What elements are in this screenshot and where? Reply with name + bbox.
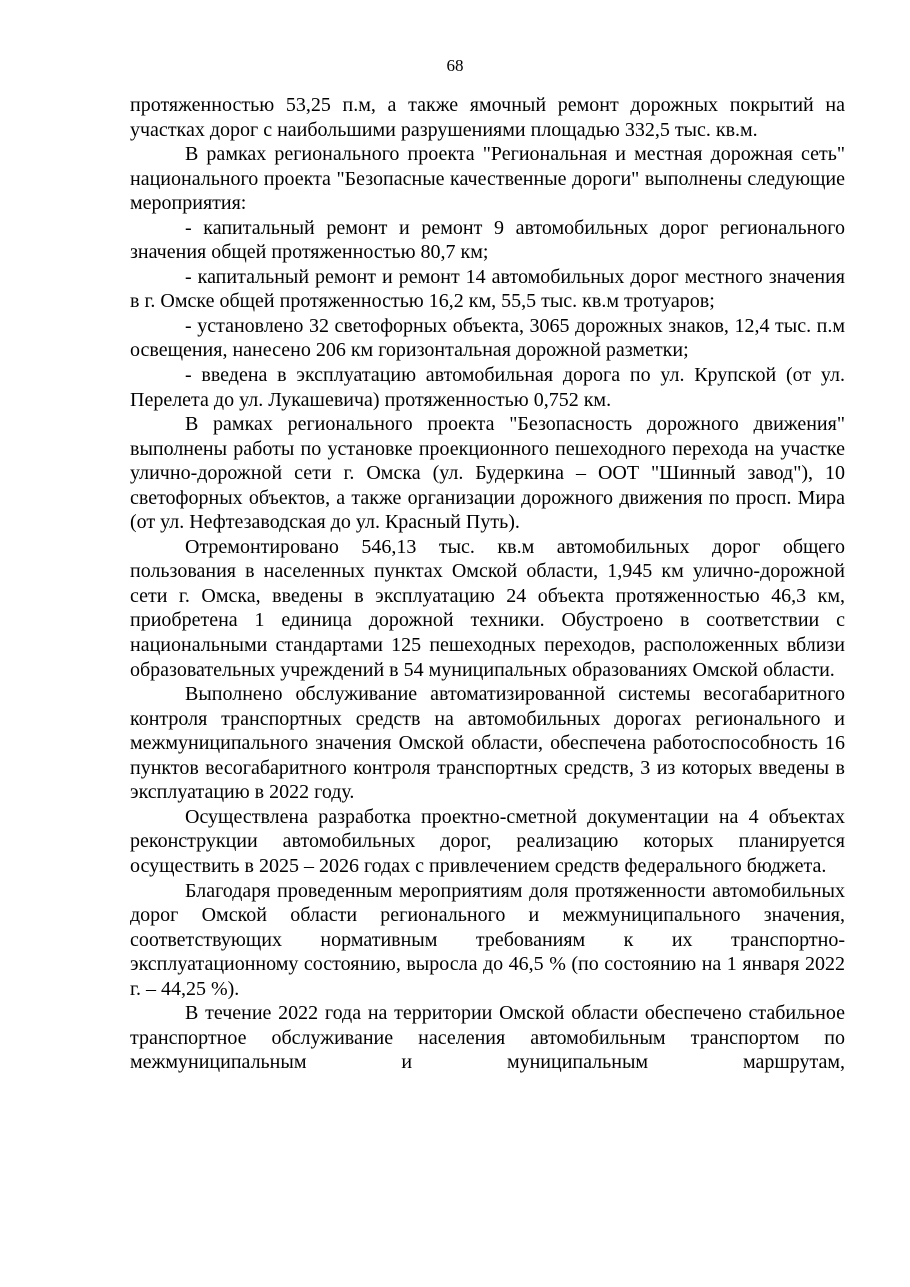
page-number: 68 (446, 56, 464, 75)
list-item-regional-roads-repair: - капитальный ремонт и ремонт 9 автомобильных дорог регионального значения общей протяженностью 80,7 км; (130, 216, 845, 264)
list-item-traffic-lights-signs: - установлено 32 светофорных объекта, 3065 дорожных знаков, 12,4 тыс. п.м освещения, нанесено 206 км горизонтальная дорожной разметки; (130, 314, 845, 362)
paragraph-transport-service: В течение 2022 года на территории Омской области обеспечено стабильное транспортное обслуживание населения автомобильным транспортом по межмуниципальным и муниципальным маршрутам, (130, 1002, 845, 1074)
paragraph-weight-control-system: Выполнено обслуживание автоматизированной системы весогабаритного контроля транспортных средств на автомобильных дорогах регионального и межмуниципального значения Омской области, обеспечена работоспособность 16 пунктов весогабаритного контроля транспортных средств, 3 из которых введены в эксплуатацию в 2022 году. (130, 683, 845, 804)
paragraph-repaired-roads: Отремонтировано 546,13 тыс. кв.м автомобильных дорог общего пользования в населенных пунктах Омской области, 1,945 км улично-дорожной сети г. Омска, введены в эксплуатацию 24 объекта протяженностью 46,3 км, приобретена 1 единица дорожной техники. Обустроено в соответствии с национальными стандартами 125 пешеходных переходов, расположенных вблизи образовательных учреждений в 54 муниципальных образованиях Омской области. (130, 535, 845, 681)
paragraph-road-repair-continuation: протяженностью 53,25 п.м, а также ямочный ремонт дорожных покрытий на участках дорог с наибольшими разрушениями площадью 332,5 тыс. кв.м. (130, 94, 845, 141)
paragraph-regional-road-network-project: В рамках регионального проекта "Региональная и местная дорожная сеть" национального проекта "Безопасные качественные дороги" выполнены следующие мероприятия: (130, 143, 845, 215)
list-item-omsk-local-roads-repair: - капитальный ремонт и ремонт 14 автомобильных дорог местного значения в г. Омске общей протяженностью 16,2 км, 55,5 тыс. кв.м тротуаров; (130, 265, 845, 313)
paragraph-design-documentation: Осуществлена разработка проектно-сметной документации на 4 объектах реконструкции автомобильных дорог, реализацию которых планируется осуществить в 2025 – 2026 годах с привлечением средств федерального бюджета. (130, 805, 845, 877)
paragraph-road-share-growth: Благодаря проведенным мероприятиям доля протяженности автомобильных дорог Омской области регионального и межмуниципального значения, соответствующих нормативным требованиям к их транспортно-эксплуатационному состоянию, выросла до 46,5 % (по состоянию на 1 января 2022 г. – 44,25 %). (130, 879, 845, 1000)
paragraph-road-safety-project: В рамках регионального проекта "Безопасность дорожного движения" выполнены работы по установке проекционного пешеходного перехода на участке улично-дорожной сети г. Омска (ул. Будеркина – ООТ "Шинный завод"), 10 светофорных объектов, а также организации дорожного движения по просп. Мира (от ул. Нефтезаводская до ул. Красный Путь). (130, 413, 845, 534)
list-item-krupskaya-road: - введена в эксплуатацию автомобильная дорога по ул. Крупской (от ул. Перелета до ул. Лукашевича) протяженностью 0,752 км. (130, 364, 845, 411)
document-body (130, 93, 845, 1075)
